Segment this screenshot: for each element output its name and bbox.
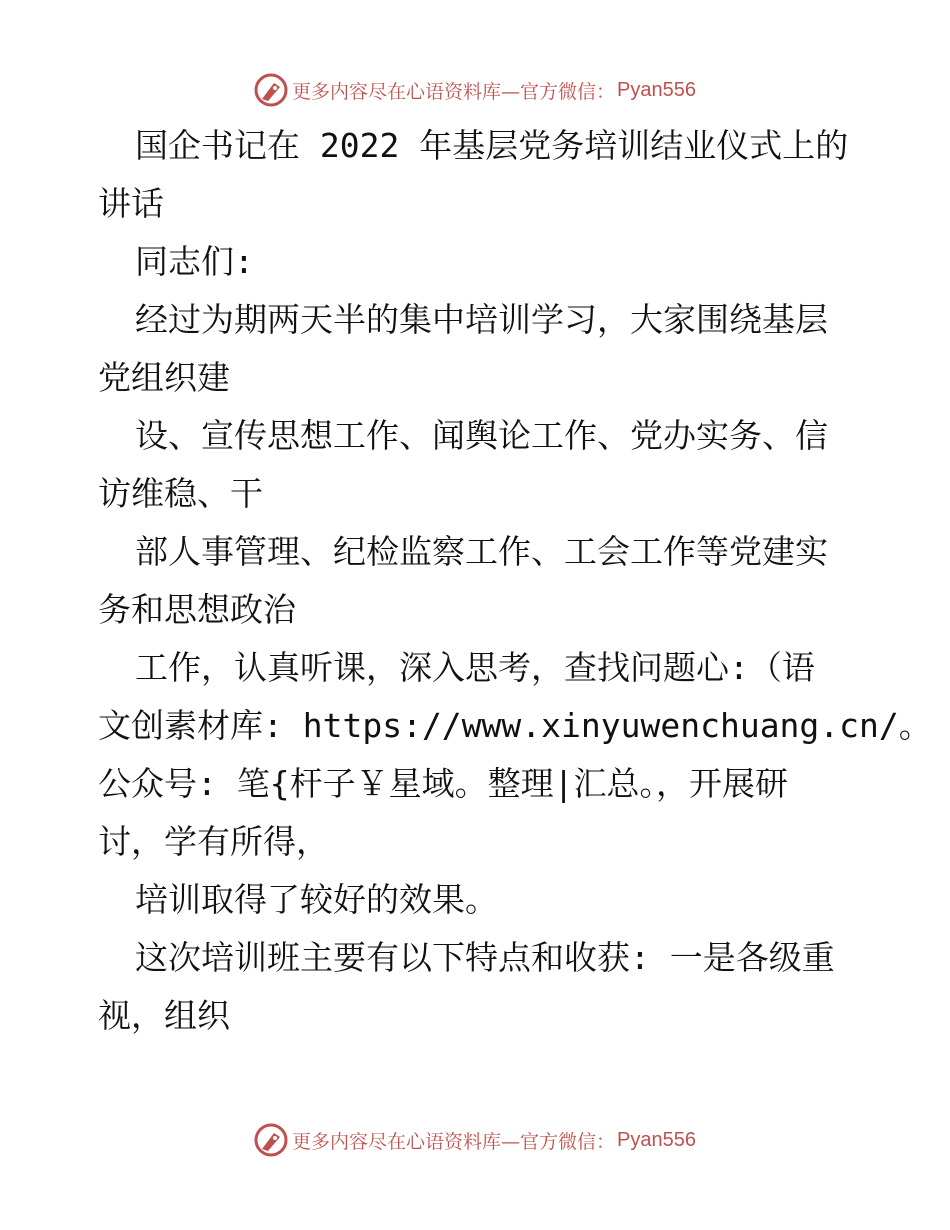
paragraph-line: 部人事管理、纪检监察工作、工会工作等党建实 [135, 532, 828, 571]
paragraph-line: 视，组织 [98, 996, 230, 1035]
document-body [98, 117, 932, 1045]
paragraph-line: 公众号: 笔{杆子￥星域。整理|汇总。，开展研 [98, 764, 788, 803]
title-line-2: 讲话 [98, 184, 164, 223]
paragraph-line: 党组织建 [98, 358, 230, 397]
title-line-1: 国企书记在 2022 年基层党务培训结业仪式上的 [135, 126, 849, 165]
paragraph-line: 讨，学有所得， [98, 822, 329, 861]
salutation: 同志们: [135, 242, 254, 281]
pen-nib-logo-icon [254, 1123, 288, 1157]
footer-banner [0, 1120, 950, 1160]
paragraph-line: 这次培训班主要有以下特点和收获: 一是各级重 [135, 938, 835, 977]
paragraph-line: 访维稳、干 [98, 474, 263, 513]
footer-banner-text: 更多内容尽在心语资料库—官方微信： [292, 1130, 616, 1153]
header-banner-text: 更多内容尽在心语资料库—官方微信： [292, 80, 616, 103]
footer-banner-wechat: Pyan556 [617, 1128, 696, 1151]
pen-nib-logo-icon [254, 73, 288, 107]
paragraph-line: 务和思想政治 [98, 590, 296, 629]
paragraph-line: 文创素材库: https://www.xinyuwenchuang.cn/。 [98, 706, 932, 745]
paragraph-line: 设、宣传思想工作、闻舆论工作、党办实务、信 [135, 416, 828, 455]
paragraph-line: 经过为期两天半的集中培训学习，大家围绕基层 [135, 300, 828, 339]
paragraph-line: 培训取得了较好的效果。 [135, 880, 498, 919]
paragraph-line: 工作，认真听课，深入思考，查找问题心:（语 [135, 648, 815, 687]
header-banner [0, 70, 950, 110]
header-banner-wechat: Pyan556 [617, 78, 696, 101]
